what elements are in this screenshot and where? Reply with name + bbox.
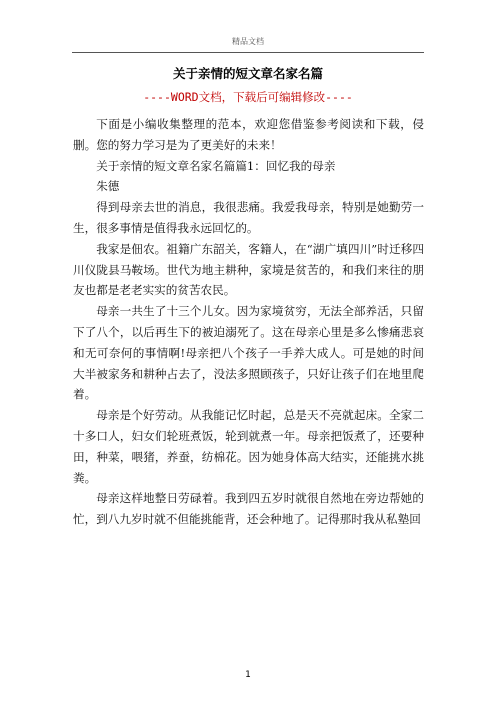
paragraph-heading: 关于亲情的短文章名家名篇篇1：回忆我的母亲 xyxy=(96,158,336,173)
page-header xyxy=(72,28,424,53)
paragraph: 得到母亲去世的消息，我很悲痛。我爱我母亲，特别是她勤劳一生，很多事情是值得我永远回忆的。 xyxy=(73,200,424,235)
paragraph: 母亲是个好劳动。从我能记忆时起，总是天不亮就起床。全家二十多口人，妇女们轮班煮饭，轮到就煮一年。母亲把饭煮了，还要种田，种菜，喂猪，养蚕，纺棉花。因为她身体高大结实，还能挑水挑粪。 xyxy=(73,408,424,485)
paragraph: 我家是佃农。祖籍广东韶关，客籍人，在“湖广填四川”时迁移四川仪陇县马鞍场。世代为地主耕种，家境是贫苦的，和我们来往的朋友也都是老老实实的贫苦农民。 xyxy=(73,241,424,298)
paragraph: 母亲这样地整日劳碌着。我到四五岁时就很自然地在旁边帮她的忙，到八九岁时就不但能挑能背，还会种地了。记得那时我从私塾回 xyxy=(73,491,424,527)
paragraph: 母亲一共生了十三个儿女。因为家境贫穷，无法全部养活，只留下了八个，以后再生下的被迫溺死了。这在母亲心里是多么惨痛悲哀和无可奈何的事情啊!母亲把八个孩子一手养大成人。可是她的时间大半被家务和耕种占去了，没法多照顾孩子，只好让孩子们在地里爬着。 xyxy=(73,304,424,402)
header-text: 精品文档 xyxy=(232,37,264,46)
page-number: 1 xyxy=(245,670,251,680)
paragraph-intro: 下面是小编收集整理的范本，欢迎您借鉴参考阅读和下载，侵删。您的努力学习是为了更美好的未来！ xyxy=(73,117,424,152)
document-body xyxy=(73,114,424,530)
document-title: 关于亲情的短文章名家名篇 xyxy=(172,66,323,81)
document-subtitle: ----WORD文档，下载后可编辑修改---- xyxy=(143,90,353,104)
paragraph-author: 朱德 xyxy=(96,179,120,194)
